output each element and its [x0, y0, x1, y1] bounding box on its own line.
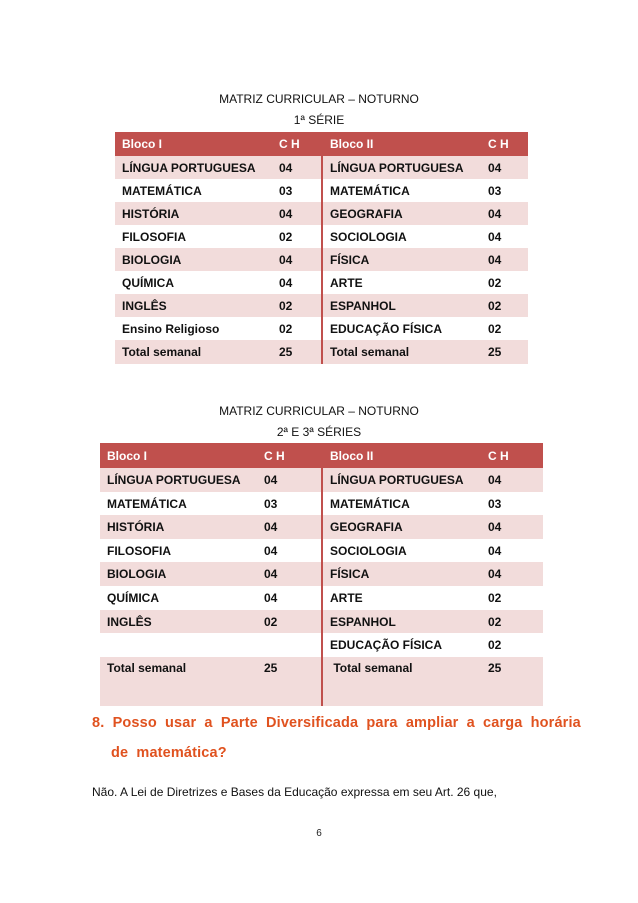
ch-cell: 25: [279, 345, 293, 359]
ch-cell: 03: [488, 496, 502, 511]
subject-cell: EDUCAÇÃO FÍSICA: [330, 321, 443, 336]
table-row: [100, 633, 321, 657]
ch-cell: 04: [279, 206, 293, 221]
table2-right-header: [323, 443, 543, 468]
subject-cell: Total semanal: [107, 661, 187, 675]
table1-left-header-subject: Bloco I: [122, 137, 163, 151]
ch-cell: 02: [279, 229, 293, 244]
subject-cell: FÍSICA: [330, 252, 370, 267]
table1-right-header: [323, 132, 528, 156]
body-paragraph: Não. A Lei de Diretrizes e Bases da Educação expressa em seu Art. 26 que,: [92, 785, 497, 799]
subject-cell: ARTE: [330, 275, 363, 290]
subject-cell: GEOGRAFIA: [330, 520, 403, 534]
table-row: [115, 156, 321, 179]
subject-cell: Total semanal: [330, 345, 410, 359]
subject-cell: HISTÓRIA: [107, 520, 165, 534]
table-row: [323, 317, 528, 340]
subject-cell: QUÍMICA: [122, 275, 174, 290]
table-row: [100, 492, 321, 515]
table1-title: MATRIZ CURRICULAR – NOTURNO: [219, 92, 419, 106]
table1-left-header-ch: C H: [279, 137, 300, 151]
subject-cell: BIOLOGIA: [107, 567, 167, 581]
subject-cell: SOCIOLOGIA: [330, 543, 407, 558]
table1-left-block: [115, 132, 321, 364]
ch-cell: 02: [264, 614, 278, 629]
ch-cell: 04: [279, 275, 293, 290]
ch-cell: 02: [488, 321, 502, 336]
question-heading-line2: de matemática?: [111, 745, 227, 761]
subject-cell: BIOLOGIA: [122, 252, 182, 267]
table-row: [323, 225, 528, 248]
subject-cell: MATEMÁTICA: [330, 496, 410, 511]
table1-right-header-subject: Bloco II: [330, 137, 374, 151]
subject-cell: SOCIOLOGIA: [330, 229, 407, 244]
table-row: [323, 562, 543, 586]
table2-right-header-ch: C H: [488, 448, 509, 463]
table-row: [100, 468, 321, 492]
ch-cell: 02: [488, 591, 502, 605]
table2-right-block: [321, 443, 543, 706]
table1: [115, 132, 528, 364]
table1-subtitle: 1ª SÉRIE: [293, 113, 345, 127]
table-row: [115, 340, 321, 364]
ch-cell: 02: [279, 298, 293, 313]
table-row: [323, 468, 543, 492]
ch-cell: 02: [488, 298, 502, 313]
subject-cell: MATEMÁTICA: [122, 183, 202, 198]
ch-cell: 02: [279, 321, 293, 336]
table2-left-block: [100, 443, 321, 706]
table-row: [323, 586, 543, 610]
ch-cell: 03: [279, 183, 293, 198]
table-row: [100, 539, 321, 562]
question-heading-line1: 8. Posso usar a Parte Diversificada para ampliar a carga horária: [92, 715, 581, 731]
ch-cell: 03: [264, 496, 278, 511]
subject-cell: MATEMÁTICA: [107, 496, 187, 511]
table2-left-header-ch: C H: [264, 448, 285, 463]
table-row: [323, 156, 528, 179]
table-row: [323, 515, 543, 539]
table-row: [323, 202, 528, 225]
ch-cell: 04: [488, 520, 502, 534]
table-row: [323, 539, 543, 562]
ch-cell: 04: [264, 543, 278, 558]
table-row: [323, 248, 528, 271]
ch-cell: 04: [488, 206, 502, 221]
ch-cell: 04: [279, 160, 293, 175]
table-row: [100, 515, 321, 539]
subject-cell: MATEMÁTICA: [330, 183, 410, 198]
subject-cell: HISTÓRIA: [122, 206, 180, 221]
table1-right-block: [321, 132, 528, 364]
table-row: [100, 562, 321, 586]
subject-cell: ARTE: [330, 591, 363, 605]
subject-cell: LÍNGUA PORTUGUESA: [107, 473, 241, 487]
subject-cell: FILOSOFIA: [107, 543, 171, 558]
table-row: [115, 294, 321, 317]
table1-left-header: [115, 132, 321, 156]
subject-cell: Total semanal: [122, 345, 202, 359]
table2-left-header-subject: Bloco I: [107, 448, 148, 463]
table-row: [323, 633, 543, 657]
table-row: [323, 179, 528, 202]
table2-subtitle: 2ª E 3ª SÉRIES: [276, 425, 362, 439]
ch-cell: 04: [264, 520, 278, 534]
ch-cell: 02: [488, 275, 502, 290]
ch-cell: 04: [488, 567, 502, 581]
table-row: [115, 202, 321, 225]
table-row: [115, 179, 321, 202]
subject-cell: INGLÊS: [122, 298, 167, 313]
ch-cell: 04: [264, 567, 278, 581]
subject-cell: QUÍMICA: [107, 591, 159, 605]
table-row: [323, 294, 528, 317]
subject-cell: Ensino Religioso: [122, 321, 220, 336]
ch-cell: 02: [488, 614, 502, 629]
subject-cell: INGLÊS: [107, 614, 152, 629]
subject-cell: EDUCAÇÃO FÍSICA: [330, 638, 443, 652]
subject-cell: LÍNGUA PORTUGUESA: [122, 160, 256, 175]
ch-cell: 25: [488, 661, 502, 675]
table-row: [115, 317, 321, 340]
table-row: [115, 225, 321, 248]
table-row: [115, 248, 321, 271]
table-row: [323, 271, 528, 294]
ch-cell: 03: [488, 183, 502, 198]
subject-cell: GEOGRAFIA: [330, 206, 403, 221]
subject-cell: FILOSOFIA: [122, 229, 186, 244]
ch-cell: 04: [488, 160, 502, 175]
subject-cell: ESPANHOL: [330, 614, 396, 629]
table2-left-header: [100, 443, 321, 468]
table-row: [323, 657, 543, 706]
ch-cell: 25: [264, 661, 278, 675]
table-row: [100, 610, 321, 633]
ch-cell: 04: [488, 252, 502, 267]
table-row: [100, 586, 321, 610]
subject-cell: ESPANHOL: [330, 298, 396, 313]
ch-cell: 04: [264, 473, 278, 487]
table-row: [323, 610, 543, 633]
subject-cell: LÍNGUA PORTUGUESA: [330, 160, 464, 175]
table-row: [100, 657, 321, 706]
table2-right-header-subject: Bloco II: [330, 448, 374, 463]
subject-cell: FÍSICA: [330, 567, 370, 581]
subject-cell: Total semanal: [330, 661, 413, 675]
table-row: [323, 492, 543, 515]
ch-cell: 04: [279, 252, 293, 267]
table-row: [115, 271, 321, 294]
table-row: [323, 340, 528, 364]
ch-cell: 04: [264, 591, 278, 605]
ch-cell: 04: [488, 229, 502, 244]
table2-title: MATRIZ CURRICULAR – NOTURNO: [219, 404, 419, 418]
table1-right-header-ch: C H: [488, 137, 509, 151]
ch-cell: 25: [488, 345, 502, 359]
ch-cell: 04: [488, 543, 502, 558]
ch-cell: 02: [488, 638, 502, 652]
table2: [100, 443, 543, 706]
ch-cell: 04: [488, 473, 502, 487]
subject-cell: LÍNGUA PORTUGUESA: [330, 473, 464, 487]
page-number: 6: [316, 828, 322, 839]
